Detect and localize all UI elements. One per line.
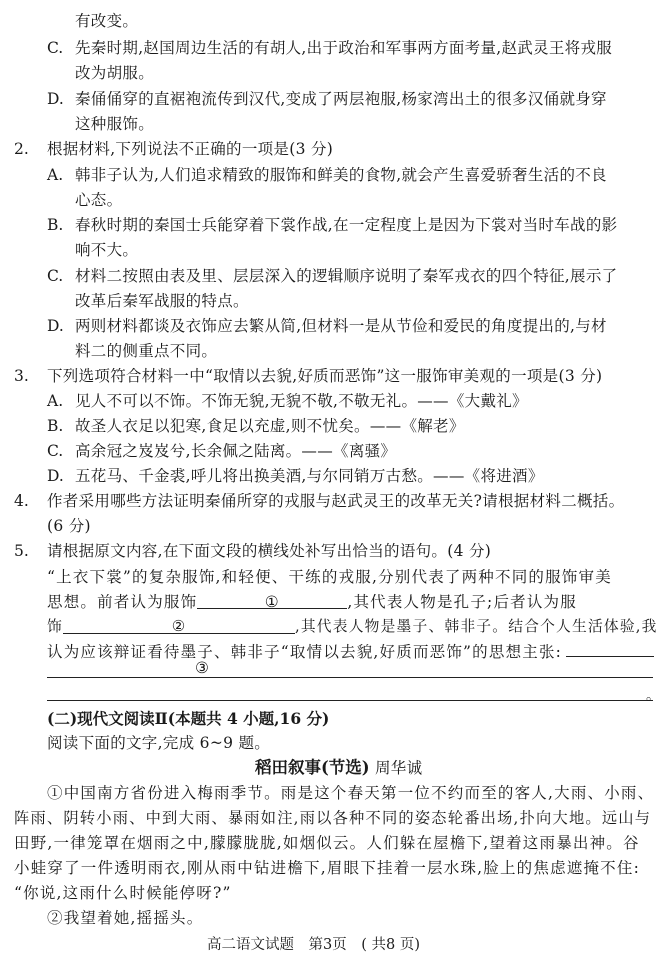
q1-option-c-line1: 先秦时期,赵国周边生活的有胡人,出于政治和军事两方面考量,赵武灵王将戎服 xyxy=(75,39,613,57)
q4-stem-line2: (6 分) xyxy=(47,517,91,535)
q5-passage-line1: “上衣下裳”的复杂服饰,和轻便、干练的戎服,分别代表了两种不同的服饰审美 xyxy=(47,568,612,586)
q3-stem: 下列选项符合材料一中“取情以去貌,好质而恶饰”这一服饰审美观的一项是(3 分) xyxy=(47,367,603,385)
q2-option-a-line2: 心态。 xyxy=(75,191,123,209)
answer-blank-3-line1[interactable] xyxy=(47,677,653,678)
q3-option-d: 五花马、千金裘,呼儿将出换美酒,与尔同销万古愁。——《将进酒》 xyxy=(75,467,544,485)
article-author: 周华诚 xyxy=(375,759,423,777)
q1-option-d-line2: 这种服饰。 xyxy=(75,115,155,133)
q5-passage-line3-start: 饰 xyxy=(47,618,63,635)
q2-option-b-line1: 春秋时期的秦国士兵能穿着下裳作战,在一定程度上是因为下裳对当时车战的影 xyxy=(75,216,618,234)
article-para1-line2: 阵雨、阴转小雨、中到大雨、暴雨如注,雨以各种不同的姿态轮番出场,扑向大地。远山与 xyxy=(14,809,652,827)
q5-passage-line4: 认为应该辩证看待墨子、韩非子“取情以去貌,好质而恶饰”的思想主张: xyxy=(47,643,563,661)
q2-option-d-label: D. xyxy=(47,317,64,335)
q2-option-c-line2: 改革后秦军战服的特点。 xyxy=(75,292,249,310)
option-b-continuation: 有改变。 xyxy=(75,12,139,30)
answer-blank-2[interactable]: ② xyxy=(63,617,295,634)
q4-number: 4. xyxy=(14,492,29,510)
q5-number: 5. xyxy=(14,542,29,560)
q2-option-b-label: B. xyxy=(47,216,64,234)
q2-option-c-label: C. xyxy=(47,267,64,285)
answer-blank-1[interactable]: ① xyxy=(197,592,347,609)
q2-option-d-line2: 料二的侧重点不同。 xyxy=(75,342,218,360)
q2-option-c-line1: 材料二按照由表及里、层层深入的逻辑顺序说明了秦军戎衣的四个特征,展示了 xyxy=(75,267,618,285)
answer-blank-3-line2[interactable] xyxy=(47,700,653,701)
q5-passage-line3-end: ,其代表人物是墨子、韩非子。结合个人生活体验,我 xyxy=(294,618,658,635)
q1-option-d-label: D. xyxy=(47,90,64,108)
q4-stem-line1: 作者采用哪些方法证明秦俑所穿的戎服与赵武灵王的改革无关?请根据材料二概括。 xyxy=(47,492,625,510)
q2-option-b-line2: 响不大。 xyxy=(75,241,139,259)
q2-option-a-label: A. xyxy=(47,166,64,184)
q3-option-a-label: A. xyxy=(47,392,64,410)
q5-passage-line2-start: 思想。前者认为服饰 xyxy=(47,593,198,611)
section-instructions: 阅读下面的文字,完成 6~9 题。 xyxy=(47,734,271,752)
q1-option-d-line1: 秦俑俑穿的直裾袍流传到汉代,变成了两层袍服,杨家湾出土的很多汉俑就身穿 xyxy=(75,90,607,108)
article-para1-line5: “你说,这雨什么时候能停呀?” xyxy=(14,884,232,902)
q3-option-d-label: D. xyxy=(47,467,64,485)
page-footer: 高二语文试题 第3页 ( 共8 页) xyxy=(207,937,420,953)
q5-stem: 请根据原文内容,在下面文段的横线处补写出恰当的语句。(4 分) xyxy=(47,542,492,560)
q1-option-c-line2: 改为胡服。 xyxy=(75,64,155,82)
q3-number: 3. xyxy=(14,367,29,385)
q2-option-d-line1: 两则材料都谈及衣饰应去繁从简,但材料一是从节俭和爱民的角度提出的,与材 xyxy=(75,317,607,335)
article-para1-line1: ①中国南方省份进入梅雨季节。雨是这个春天第一位不约而至的客人,大雨、小雨、 xyxy=(47,784,655,802)
q3-option-c-label: C. xyxy=(47,442,64,460)
answer-blank-3-marker: ③ xyxy=(195,659,210,677)
q1-option-c-label: C. xyxy=(47,39,64,57)
article-para2: ②我望着她,摇摇头。 xyxy=(47,909,204,927)
answer-end-period: 。 xyxy=(646,688,661,704)
q2-option-a-line1: 韩非子认为,人们追求精致的服饰和鲜美的食物,就会产生喜爱骄奢生活的不良 xyxy=(75,166,607,184)
section-header: (二)现代文阅读Ⅱ(本题共 4 小题,16 分) xyxy=(47,709,330,728)
q3-option-b-label: B. xyxy=(47,417,64,435)
article-para1-line3: 田野,一律笼罩在烟雨之中,朦朦胧胧,如烟似云。人们躲在屋檐下,望着这雨暴出神。谷 xyxy=(14,834,640,852)
q2-number: 2. xyxy=(14,140,29,158)
q5-passage-line2 xyxy=(47,592,577,612)
q2-stem: 根据材料,下列说法不正确的一项是(3 分) xyxy=(47,140,334,158)
q3-option-a: 见人不可以不饰。不饰无貌,无貌不敬,不敬无礼。——《大戴礼》 xyxy=(75,392,528,410)
article-title: 稻田叙事(节选) xyxy=(255,758,370,777)
answer-blank-3-start[interactable] xyxy=(566,656,654,657)
q5-passage-line2-end: ,其代表人物是孔子;后者认为服 xyxy=(347,593,577,611)
q5-passage-line3 xyxy=(47,617,658,637)
q3-option-c: 高余冠之岌岌兮,长余佩之陆离。——《离骚》 xyxy=(75,442,397,460)
article-para1-line4: 小蛙穿了一件透明雨衣,刚从雨中钻进檐下,眉眼下挂着一层水珠,脸上的焦虑遮掩不住: xyxy=(14,859,641,877)
q3-option-b: 故圣人衣足以犯寒,食足以充虚,则不忧矣。——《解老》 xyxy=(75,417,465,435)
